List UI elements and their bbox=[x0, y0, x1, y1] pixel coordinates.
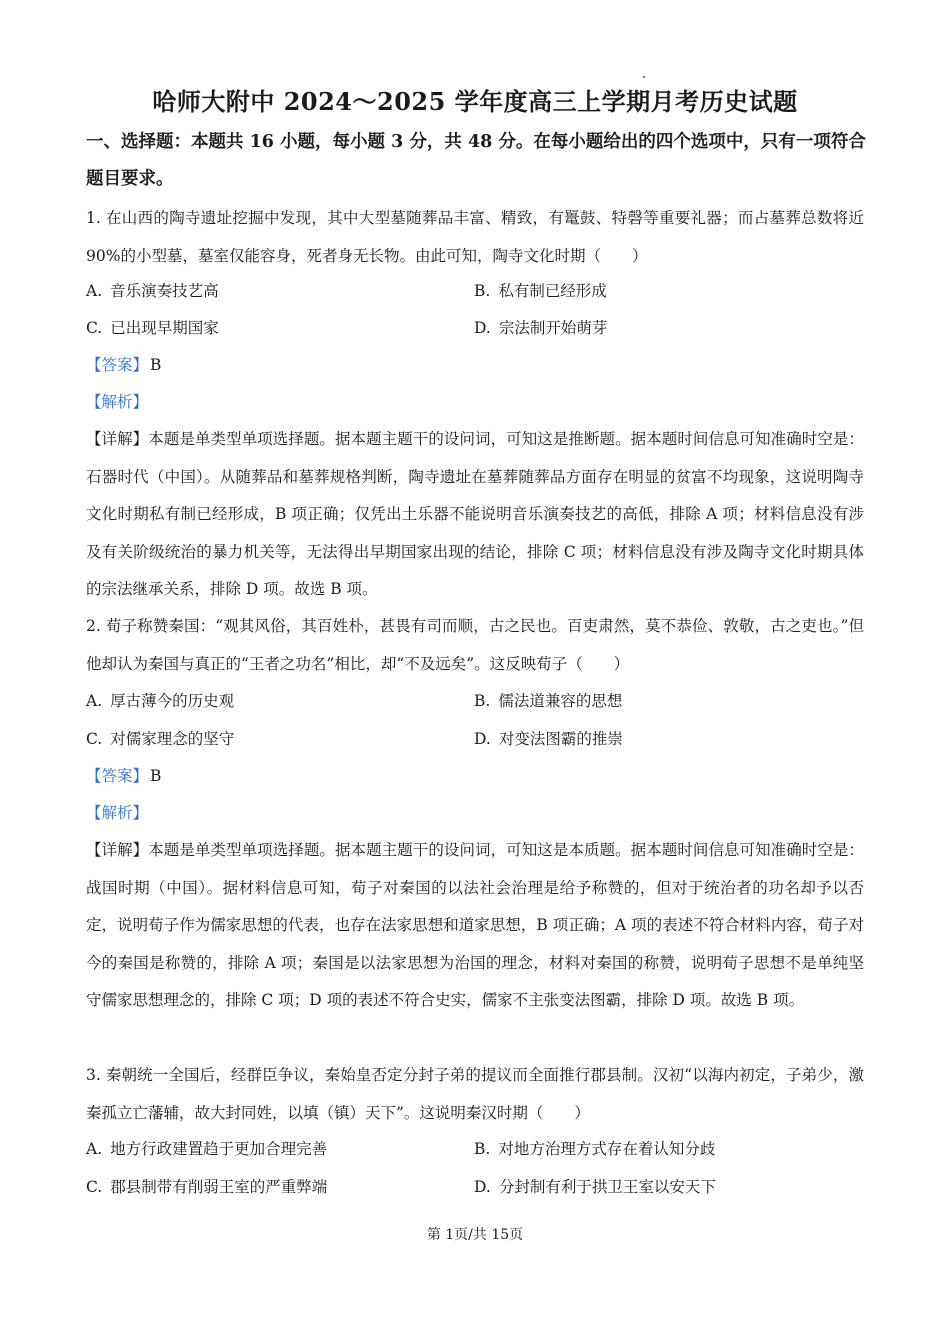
option-text: 对儒家理念的坚守 bbox=[110, 730, 235, 748]
question-1-option-c[interactable] bbox=[86, 316, 219, 340]
option-letter: A. bbox=[86, 282, 103, 300]
option-text: 分封制有利于拱卫王室以安天下 bbox=[498, 1178, 716, 1196]
analysis-label: 【解析】 bbox=[86, 804, 149, 822]
question-1-detail: 【详解】本题是单类型单项选择题。据本题主题干的设问词，可知这是推断题。据本题时间信息可知准确时空是：石器时代（中国）。从随葬品和墓葬规格判断，陶寺遗址在墓葬随葬品方面存在明显的贫富不均现象，这说明陶寺文化时期私有制已经形成，B 项正确；仅凭出土乐器不能说明音乐演奏技艺的高低，排除 A 项；材料信息没有涉及有关阶级统治的暴力机关等，无法得出早期国家出现的结论，排除 C 项；材料信息没有涉及陶寺文化时期具体的宗法继承关系，排除 D 项。故选 B 项。 bbox=[86, 430, 864, 598]
decorative-dot bbox=[643, 76, 645, 78]
question-1-answer bbox=[86, 353, 161, 377]
question-2-answer bbox=[86, 764, 161, 788]
answer-value: B bbox=[150, 356, 162, 374]
option-text: 郡县制带有削弱王室的严重弊端 bbox=[110, 1178, 328, 1196]
question-2-option-a[interactable] bbox=[86, 689, 234, 713]
option-text: 对变法图霸的推崇 bbox=[498, 730, 623, 748]
answer-value: B bbox=[150, 767, 162, 785]
option-letter: D. bbox=[474, 319, 491, 337]
question-2-analysis-label bbox=[86, 801, 148, 825]
question-1-option-a[interactable] bbox=[86, 279, 219, 303]
question-3-option-d[interactable] bbox=[474, 1175, 716, 1199]
option-text: 已出现早期国家 bbox=[110, 319, 219, 337]
question-3-option-a[interactable] bbox=[86, 1137, 327, 1161]
option-text: 音乐演奏技艺高 bbox=[110, 282, 219, 300]
option-letter: A. bbox=[86, 692, 103, 710]
page-title: 哈师大附中 2024～2025 学年度高三上学期月考历史试题 bbox=[152, 87, 798, 116]
option-text: 地方行政建置趋于更加合理完善 bbox=[110, 1140, 328, 1158]
option-letter: C. bbox=[86, 1178, 103, 1196]
option-letter: B. bbox=[474, 1140, 491, 1158]
question-3-stem: 3. 秦朝统一全国后，经群臣争议，秦始皇否定分封子弟的提议而全面推行郡县制。汉初“以海内初定，子弟少，激秦孤立亡藩辅，故大封同姓，以填（镇）天下”。这说明秦汉时期（ ） bbox=[86, 1066, 864, 1122]
option-text: 对地方治理方式存在着认知分歧 bbox=[498, 1140, 716, 1158]
question-2-detail: 【详解】本题是单类型单项选择题。据本题主题干的设问词，可知这是本质题。据本题时间信息可知准确时空是：战国时期（中国）。据材料信息可知，荀子对秦国的以法社会治理是给予称赞的，但对于统治者的功名却予以否定，说明荀子作为儒家思想的代表，也存在法家思想和道家思想，B 项正确；A 项的表述不符合材料内容，荀子对今的秦国是称赞的，排除 A 项；秦国是以法家思想为治国的理念，材料对秦国的称赞，说明荀子思想不是单纯坚守儒家思想理念的，排除 C 项；D 项的表述不符合史实，儒家不主张变法图霸，排除 D 项。故选 B 项。 bbox=[86, 841, 864, 1009]
option-letter: D. bbox=[474, 730, 491, 748]
question-2-option-d[interactable] bbox=[474, 727, 623, 751]
option-text: 厚古薄今的历史观 bbox=[110, 692, 235, 710]
question-1-option-d[interactable] bbox=[474, 316, 607, 340]
question-1-analysis-label bbox=[86, 390, 148, 414]
answer-label: 【答案】 bbox=[86, 767, 149, 785]
question-3-option-b[interactable] bbox=[474, 1137, 715, 1161]
option-letter: A. bbox=[86, 1140, 103, 1158]
question-3-option-c[interactable] bbox=[86, 1175, 327, 1199]
analysis-label: 【解析】 bbox=[86, 393, 149, 411]
page-footer: 第 1页/共 15页 bbox=[426, 1227, 524, 1243]
option-text: 儒法道兼容的思想 bbox=[498, 692, 623, 710]
section-heading: 一、选择题：本题共 16 小题，每小题 3 分，共 48 分。在每小题给出的四个选项中，只有一项符合题目要求。 bbox=[86, 132, 866, 189]
option-letter: C. bbox=[86, 730, 103, 748]
option-letter: C. bbox=[86, 319, 103, 337]
option-letter: D. bbox=[474, 1178, 491, 1196]
answer-label: 【答案】 bbox=[86, 356, 149, 374]
question-1-option-b[interactable] bbox=[474, 279, 607, 303]
option-letter: B. bbox=[474, 282, 491, 300]
option-letter: B. bbox=[474, 692, 491, 710]
question-2-option-c[interactable] bbox=[86, 727, 234, 751]
question-1-stem: 1. 在山西的陶寺遗址挖掘中发现，其中大型墓随葬品丰富、精致，有鼍鼓、特磬等重要礼器；而占墓葬总数将近 90%的小型墓，墓室仅能容身，死者身无长物。由此可知，陶寺文化时期（ ） bbox=[86, 209, 864, 265]
option-text: 私有制已经形成 bbox=[498, 282, 607, 300]
question-2-stem: 2. 荀子称赞秦国：“观其风俗，其百姓朴，甚畏有司而顺，古之民也。百吏肃然，莫不恭俭、敦敬，古之吏也。”但他却认为秦国与真正的“王者之功名”相比，却“不及远矣”。这反映荀子（ ） bbox=[86, 617, 864, 673]
option-text: 宗法制开始萌芽 bbox=[498, 319, 608, 337]
question-2-option-b[interactable] bbox=[474, 689, 622, 713]
